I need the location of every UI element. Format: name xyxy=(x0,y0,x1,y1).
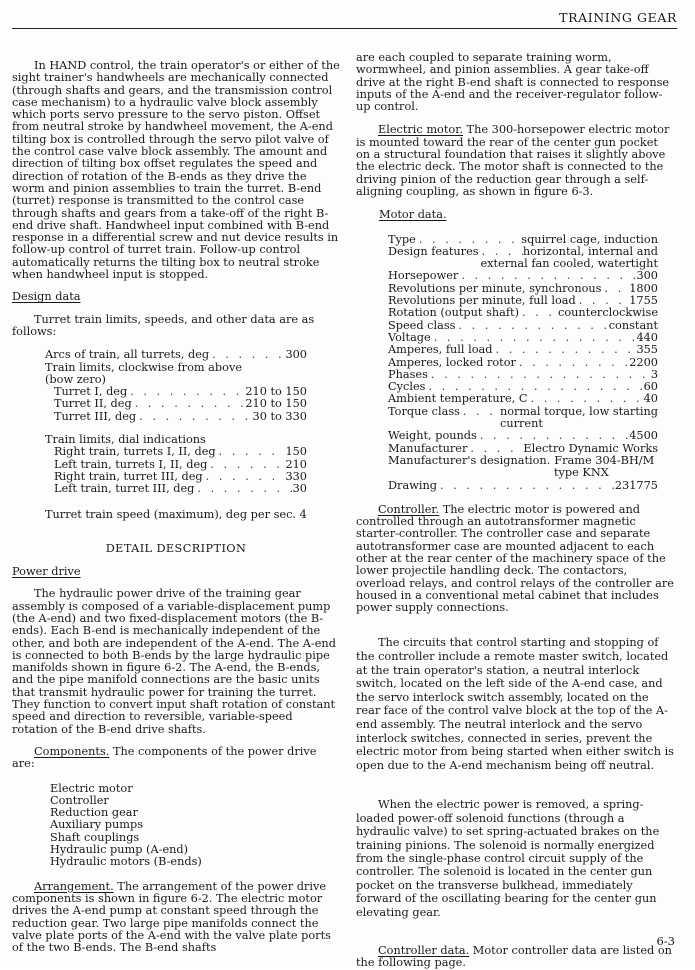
table-row: Type . . . squirrel cage, induction xyxy=(388,234,658,246)
design-data-heading: Design data xyxy=(12,290,81,304)
right-column xyxy=(356,52,674,970)
header-rule xyxy=(12,28,677,29)
table-row: Drawing . . . 231775 xyxy=(388,480,658,492)
table-row: Weight, pounds . . . 4500 xyxy=(388,430,658,442)
table-row: Right train, turret III, deg . . . 330 xyxy=(54,471,307,483)
components-paragraph: Components. The components of the power drive are: xyxy=(12,744,317,771)
page-number: 6-3 xyxy=(656,934,675,948)
table-row: Voltage . . . 440 xyxy=(388,332,658,344)
circuits-paragraph: The circuits that control starting and stopping of the controller include a remote master switch, located at the train operator's station, a neutral interlock switch, located on the left side of the A-end case, and the servo interlock switch assembly, located on the rear face of the control valve block at the top of the A-end assembly. The neutral interlock and the servo interlock switches, connected in series, prevent the electric motor from being started when either switch is open due to the A-end mechanism being off neutral. xyxy=(356,636,674,772)
dial-indications-heading: Train limits, dial indications xyxy=(45,433,206,447)
train-speed-line: Turret train speed (maximum), deg per sec. 4 xyxy=(45,507,307,521)
table-row: Turret I, deg . . . 210 to 150 xyxy=(54,386,307,398)
table-row: Ambient temperature, C . . . 40 xyxy=(388,393,658,405)
train-limits-subheading: (bow zero) xyxy=(45,372,106,386)
components-heading: Components. xyxy=(34,744,110,758)
detail-description-heading: DETAIL DESCRIPTION xyxy=(105,541,247,555)
table-row: Turret II, deg . . . 210 to 150 xyxy=(54,398,307,410)
power-removed-paragraph: When the electric power is removed, a spring-loaded power-off solenoid functions (through a hydraulic valve) to set spring-actuated brakes on the training pinions. The solenoid is normally energized from the single-phase control circuit supply of the controller. The solenoid is located in the center gun pocket on the transverse bulkhead, immediately forward of the oscillating bearing for the center gun elevating gear. xyxy=(356,798,660,919)
list-item: Reduction gear xyxy=(50,806,138,820)
power-drive-heading: Power drive xyxy=(12,565,81,579)
table-row-continuation: type KNX xyxy=(554,466,609,480)
table-row: Speed class . . . constant xyxy=(388,320,658,332)
power-drive-paragraph: The hydraulic power drive of the training gear assembly is composed of a variable-displacement pump (the A-end) and two fixed-displacement motors (the B-ends). Each B-end is mechanically independent of the other, and both are independent of the A-end. The A-end is connected to both B-ends by the large hydraulic pipe manifolds shown in figure 6-2. The A-end, the B-ends, and the pipe manifold connections are the basic units that transmit hydraulic power for training the turret. They function to convert input shaft rotation of constant speed and direction to reversible, variable-speed rotation of the B-end drive shafts. xyxy=(12,587,336,736)
controller-paragraph: Controller. The electric motor is powered and controlled through an autotransformer magnetic starter-controller. The controller case and separate autotransformer case are mounted adjacent to each other at the rear center of the machinery space of the lower projectile handling deck. The contactors, overload relays, and control relays of the controller are housed in a conventional metal cabinet that includes power supply connections. xyxy=(356,502,674,615)
table-row: Rotation (output shaft) . . . counterclockwise xyxy=(388,307,658,319)
table-row: Cycles . . . 60 xyxy=(388,381,658,393)
list-item: Hydraulic motors (B-ends) xyxy=(50,855,202,869)
controller-heading: Controller. xyxy=(378,502,440,516)
list-item: Hydraulic pump (A-end) xyxy=(50,843,189,857)
table-row-continuation: current xyxy=(500,417,543,431)
motor-data-heading: Motor data. xyxy=(379,208,447,222)
table-row: Manufacturer's designation. Frame 304-BH/M xyxy=(388,454,655,467)
electric-motor-paragraph: Electric motor. The 300-horsepower electric motor is mounted toward the rear of the center gun pocket on a structural foundation that raises it slightly above the electric deck. The motor shaft is connected to the driving pinion of the reduction gear through a self-aligning coupling, as shown in figure 6-3. xyxy=(356,123,670,198)
table-row: Amperes, full load . . . 355 xyxy=(388,344,658,356)
electric-motor-heading: Electric motor. xyxy=(378,123,463,137)
train-limits-heading: Train limits, clockwise from above xyxy=(45,360,243,374)
arcs-row: Arcs of train, all turrets, deg . . . 300 xyxy=(45,349,307,361)
controller-data-paragraph: Controller data. Motor controller data are listed on the following page. xyxy=(356,944,672,970)
table-row: Manufacturer . . . Electro Dynamic Works xyxy=(388,443,658,455)
motor-data-list xyxy=(388,234,658,492)
list-item: Electric motor xyxy=(50,781,133,795)
table-row-continuation: external fan cooled, watertight xyxy=(480,257,658,271)
train-limits-rows xyxy=(45,386,307,423)
design-data-list xyxy=(45,349,307,521)
list-item: Auxiliary pumps xyxy=(50,818,144,832)
table-row: Amperes, locked rotor . . . 2200 xyxy=(388,357,658,369)
controller-data-heading: Controller data. xyxy=(378,944,470,958)
table-row: Left train, turrets I, II, deg . . . 210 xyxy=(54,459,307,471)
list-item: Shaft couplings xyxy=(50,830,140,844)
components-list xyxy=(12,783,340,869)
table-row: Design features . . . horizontal, internal and xyxy=(388,246,658,258)
left-column xyxy=(12,60,340,954)
list-item: Controller xyxy=(50,793,109,807)
table-row: Horsepower . . . 300 xyxy=(388,270,658,282)
arrangement-paragraph: Arrangement. The arrangement of the power drive components is shown in figure 6-2. The electric motor drives the A-end pump at constant speed through the reduction gear. Two large pipe manifolds connect the valve plate ports of the A-end with the valve plate ports of the two B-ends. The B-end shafts xyxy=(12,879,331,955)
dial-indications-rows xyxy=(45,446,307,495)
design-data-intro: Turret train limits, speeds, and other data are as follows: xyxy=(12,312,315,338)
running-header: TRAINING GEAR xyxy=(559,10,677,25)
hand-control-paragraph: In HAND control, the train operator's or either of the sight trainer's handwheels are mechanically connected (through shafts and gears, and the transmission control case mechanism) to a hydraulic valve block assembly which ports servo pressure to the servo piston. Offset from neutral stroke by handwheel movement, the A-end tilting box is controlled through the servo pilot valve of the control case valve block assembly. The amount and direction of tilting box offset regulates the speed and direction of rotation of the B-ends as they drive the worm and pinion assemblies to train the turret. B-end (turret) response is transmitted to the control case through shafts and gears from a take-off of the right B-end drive shaft. Handwheel input combined with B-end response in a differential screw and nut device results in follow-up control of turret train. Follow-up control automatically returns the tilting box to neutral stroke when handwheel input is stopped. xyxy=(12,59,340,282)
continuation-paragraph: are each coupled to separate training worm, wormwheel, and pinion assemblies. A gear take-off drive at the right B-end shaft is connected to response inputs of the A-end and the receiver-regulator follow-up control. xyxy=(356,51,670,114)
table-row: Right train, turrets I, II, deg . . . 150 xyxy=(54,446,307,458)
table-row: Torque class . . . normal torque, low starting xyxy=(388,406,658,418)
arrangement-heading: Arrangement. xyxy=(34,879,114,893)
table-row: Revolutions per minute, full load . . . 1755 xyxy=(388,295,658,307)
table-row: Turret III, deg . . . 30 to 330 xyxy=(54,411,307,423)
table-row: Revolutions per minute, synchronous . . . 1800 xyxy=(388,283,658,295)
table-row: Left train, turret III, deg . . . 30 xyxy=(54,483,307,495)
table-row: Phases . . . 3 xyxy=(388,369,658,381)
